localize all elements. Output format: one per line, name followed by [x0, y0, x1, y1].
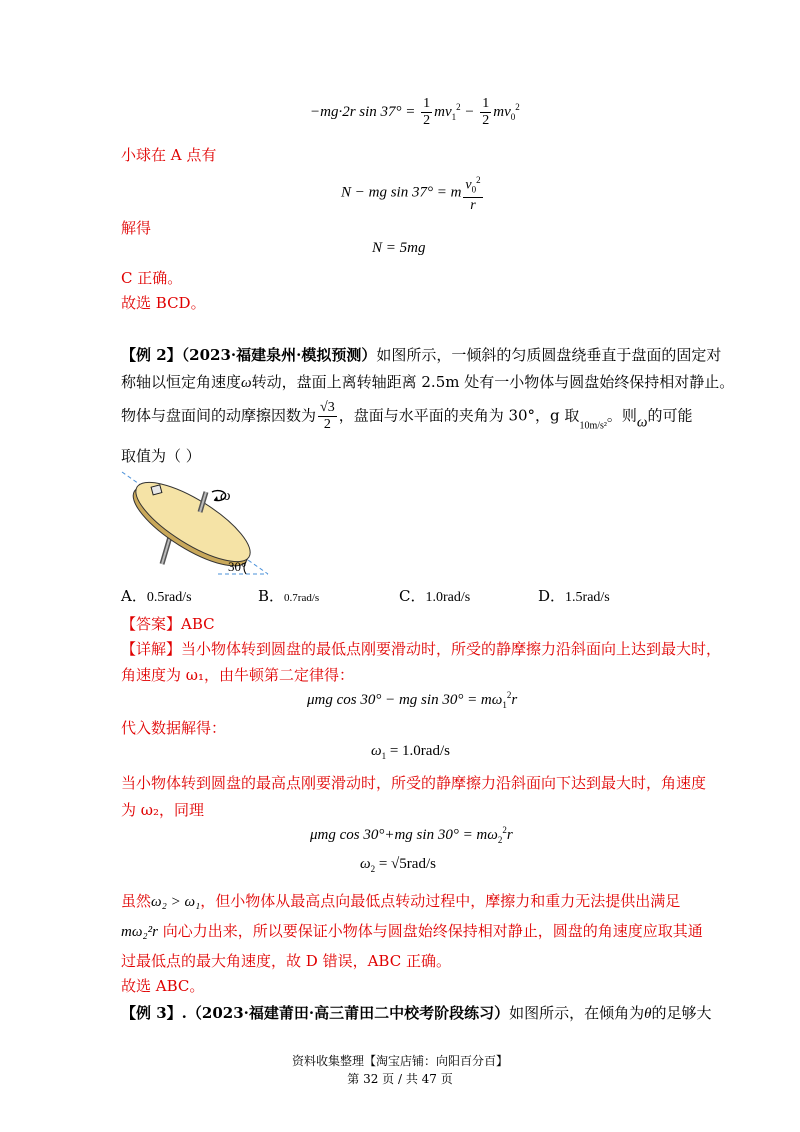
detail-line4: 当小物体转到圆盘的最高点刚要滑动时，所受的静摩擦力沿斜面向下达到最大时，角速度: [121, 774, 707, 792]
omega1-force-equation: μmg cos 30° − mg $\sin 30^\circ = m\omega_1^2r$: [307, 690, 518, 710]
example2-line1: 【例 2】（2023·福建泉州·模拟预测）如图所示，一倾斜的匀质圆盘绕垂直于盘面的固定对: [121, 346, 722, 364]
detail-line1: 【详解】当小物体转到圆盘的最低点刚要滑动时，所受的静摩擦力沿斜面向上达到最大时，: [121, 640, 722, 658]
angle-label: 30°: [228, 559, 247, 574]
footer-page-number: 第 32 页 / 共 47 页: [347, 1072, 453, 1086]
omega-label: ω: [220, 488, 231, 504]
example2-label: 【例 2】（2023·福建泉州·模拟预测）: [121, 346, 377, 364]
detail-line2: 角速度为 ω₁，由牛顿第二定律得：: [121, 666, 355, 684]
detail-line7: mω₂²r 向心力出来，所以要保证小物体与圆盘始终保持相对静止，圆盘的角速度应取其通: [121, 922, 703, 940]
ball-at-a-text: 小球在 A 点有: [121, 146, 217, 164]
tilted-disk-figure: [118, 470, 278, 578]
example3-label: 【例 3】.（2023·福建莆田·高三莆田二中校考阶段练习）: [121, 1004, 510, 1022]
result-n-equation: N = 5mg: [372, 240, 426, 256]
answer-text: 【答案】ABC: [121, 615, 215, 633]
example2-line4: 取值为（ ）: [121, 447, 201, 465]
choose-bcd-text: 故选 BCD。: [121, 294, 206, 312]
detail-line6: 虽然ω₂ > ω₁，但小物体从最高点向最低点转动过程中，摩擦力和重力无法提供出满足: [121, 892, 681, 910]
option-d: D．1.5rad/s: [538, 587, 610, 605]
solve-text-1: 解得: [121, 219, 152, 237]
small-object: [151, 485, 162, 495]
omega1-result: $\omega_1 = 1.0rad/s$: [371, 743, 450, 761]
c-correct-text: C 正确。: [121, 269, 183, 287]
energy-equation: −mg·2r sin 37° = $\frac{1}{2}$ $mv_1^2$ − $\frac{1}{2}$ $mv_0^2$: [310, 96, 520, 128]
example3-line1: 【例 3】.（2023·福建莆田·高三莆田二中校考阶段练习）如图所示，在倾角为θ的足够大: [121, 1004, 712, 1022]
example2-line3: 物体与盘面间的动摩擦因数为 $\frac{√3}{2}$ ，盘面与水平面的夹角为 30°，g 取$_{10m/s^2}$。则ω的可能: [121, 400, 693, 432]
footer-source: 资料收集整理【淘宝店铺：向阳百分百】: [291, 1054, 508, 1068]
option-b: B．0.7rad/s: [258, 587, 320, 605]
detail-line5: 为 ω₂，同理: [121, 801, 205, 819]
option-a: A．0.5rad/s: [121, 587, 192, 605]
option-c: C．1.0rad/s: [399, 587, 471, 605]
detail-line3: 代入数据解得：: [121, 719, 227, 737]
detail-line8: 过最低点的最大角速度，故 D 错误，ABC 正确。: [121, 952, 451, 970]
choose-abc-text: 故选 ABC。: [121, 977, 205, 995]
omega2-force-equation: μmg cos 30°+mg $\sin 30^\circ = m\omega_2^2r$: [310, 825, 513, 845]
omega2-result: $\omega_2 = √5rad/s$: [360, 856, 436, 874]
example2-line2: 称轴以恒定角速度ω转动，盘面上离转轴距离 2.5m 处有一小物体与圆盘始终保持相对静止。: [121, 373, 735, 391]
normal-force-equation: N − mg sin 37° = m $\frac{v_0^2}{r}$: [341, 172, 485, 214]
